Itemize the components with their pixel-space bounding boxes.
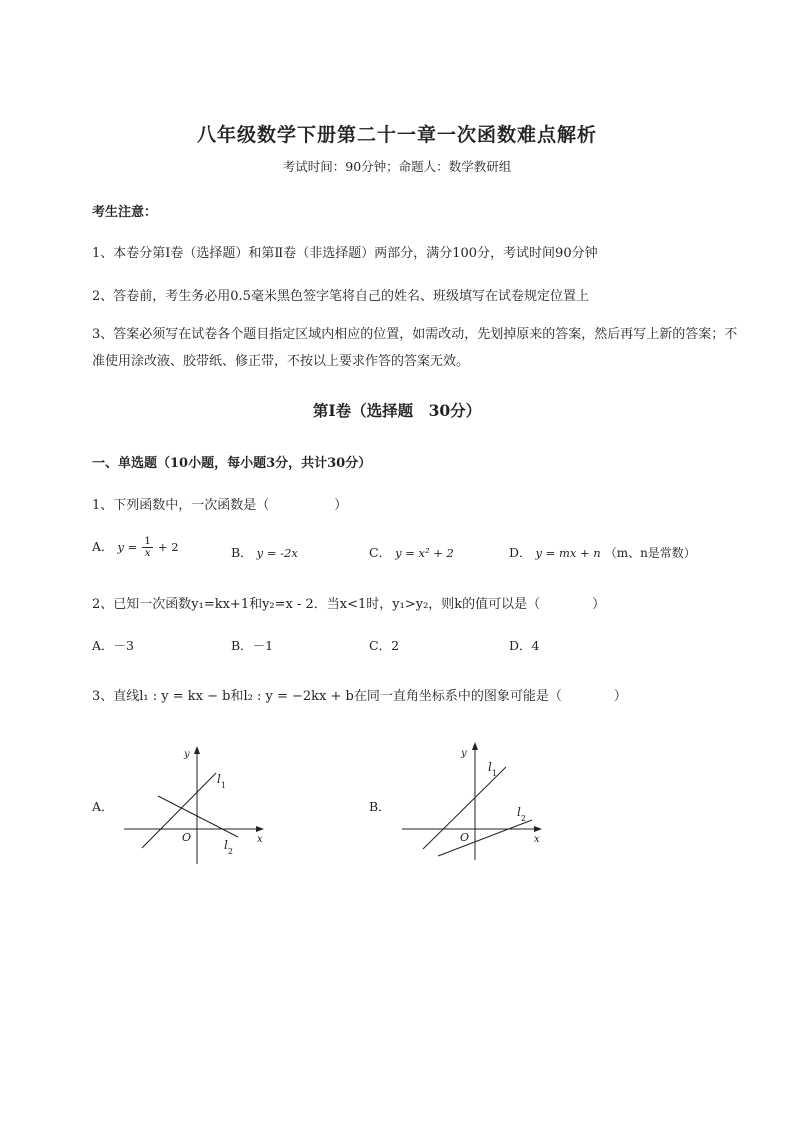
notice-heading: 考生注意：: [92, 205, 158, 220]
l1-subscript: 1: [491, 769, 497, 778]
page-title: 八年级数学下册第二十一章一次函数难点解析: [196, 124, 597, 146]
fraction-numerator: 1: [144, 535, 151, 547]
question-2-stem: 2、已知一次函数y₁=kx+1和y₂=x - 2．当x<1时，y₁>y₂，则k的值可以是（ ）: [92, 597, 606, 612]
graph-option-b: [396, 736, 546, 864]
option-a-suffix: + 2: [157, 540, 179, 554]
option-label: C．: [369, 545, 392, 560]
x-axis-arrow-icon: [534, 826, 542, 832]
question-1-option-b: [231, 543, 298, 561]
notice-item-3: 3、答案必须写在试卷各个题目指定区域内相应的位置，如需改动，先划掉原来的答案，然后再写上新的答案；不准使用涂改液、胶带纸、修正带，不按以上要求作答的答案无效。: [92, 327, 738, 369]
question-3-stem: 3、直线l₁ : y = kx − b和l₂ : y = −2kx + b在同一直角坐标系中的图象可能是（ ）: [92, 689, 627, 704]
l2-letter: l: [224, 838, 228, 852]
option-label: B．: [231, 545, 253, 560]
question-1-stem: 1、下列函数中，一次函数是（ ）: [92, 498, 348, 513]
option-a-fraction: [142, 536, 153, 559]
line-l1: [142, 773, 216, 848]
notice-item-2: 2、答卷前，考生务必用0.5毫米黑色签字笔将自己的姓名、班级填写在试卷规定位置上: [92, 289, 589, 304]
x-axis-label: x: [257, 834, 263, 845]
l2-label: [517, 805, 526, 823]
l2-label: [224, 838, 233, 856]
question-2-option-a: A．－3: [92, 638, 134, 653]
l2-subscript: 2: [227, 847, 233, 856]
x-axis-arrow-icon: [256, 826, 264, 832]
origin-label: O: [182, 831, 192, 844]
l2-letter: l: [517, 805, 521, 819]
l1-letter: l: [217, 772, 221, 786]
l1-label: [488, 760, 497, 778]
option-c-expression: y = x² + 2: [395, 546, 454, 560]
x-axis-label: x: [534, 834, 540, 845]
question-2-option-d: D．4: [509, 638, 540, 653]
option-b-expression: y = -2x: [256, 546, 298, 560]
l2-subscript: 2: [520, 814, 526, 823]
exam-info: 考试时间：90分钟；命题人：数学教研组: [282, 159, 512, 174]
question-2-option-b: B．－1: [231, 638, 274, 653]
graph-option-a: [118, 740, 268, 868]
question-1-option-d: [509, 543, 696, 561]
option-d-expression: y = mx + n: [535, 546, 601, 560]
part-heading: 一、单选题（10小题，每小题3分，共计30分）: [92, 456, 372, 471]
y-axis-label: y: [461, 748, 467, 759]
option-d-note: （m、n是常数）: [604, 546, 696, 560]
option-label: D．: [509, 545, 532, 560]
origin-label: O: [460, 831, 470, 844]
section-title: 第I卷（选择题 30分）: [312, 401, 482, 420]
question-1-option-a: [92, 536, 179, 559]
question-3-option-b-label: B．: [369, 799, 391, 814]
l1-label: [217, 772, 226, 790]
y-axis-label: y: [184, 749, 190, 760]
line-l2: [438, 820, 532, 856]
line-l2: [158, 796, 238, 837]
notice-item-1: 1、本卷分第I卷（选择题）和第Ⅱ卷（非选择题）两部分，满分100分，考试时间90分钟: [92, 246, 598, 261]
l1-subscript: 1: [220, 781, 226, 790]
option-label: A．: [92, 539, 114, 554]
option-a-prefix: y =: [117, 540, 138, 554]
question-2-option-c: C．2: [369, 638, 400, 653]
y-axis-arrow-icon: [472, 742, 478, 750]
l1-letter: l: [488, 760, 492, 774]
question-1-option-c: [369, 543, 454, 561]
fraction-denominator: x: [144, 547, 151, 559]
question-3-option-a-label: A．: [92, 799, 114, 814]
y-axis-arrow-icon: [194, 746, 200, 754]
